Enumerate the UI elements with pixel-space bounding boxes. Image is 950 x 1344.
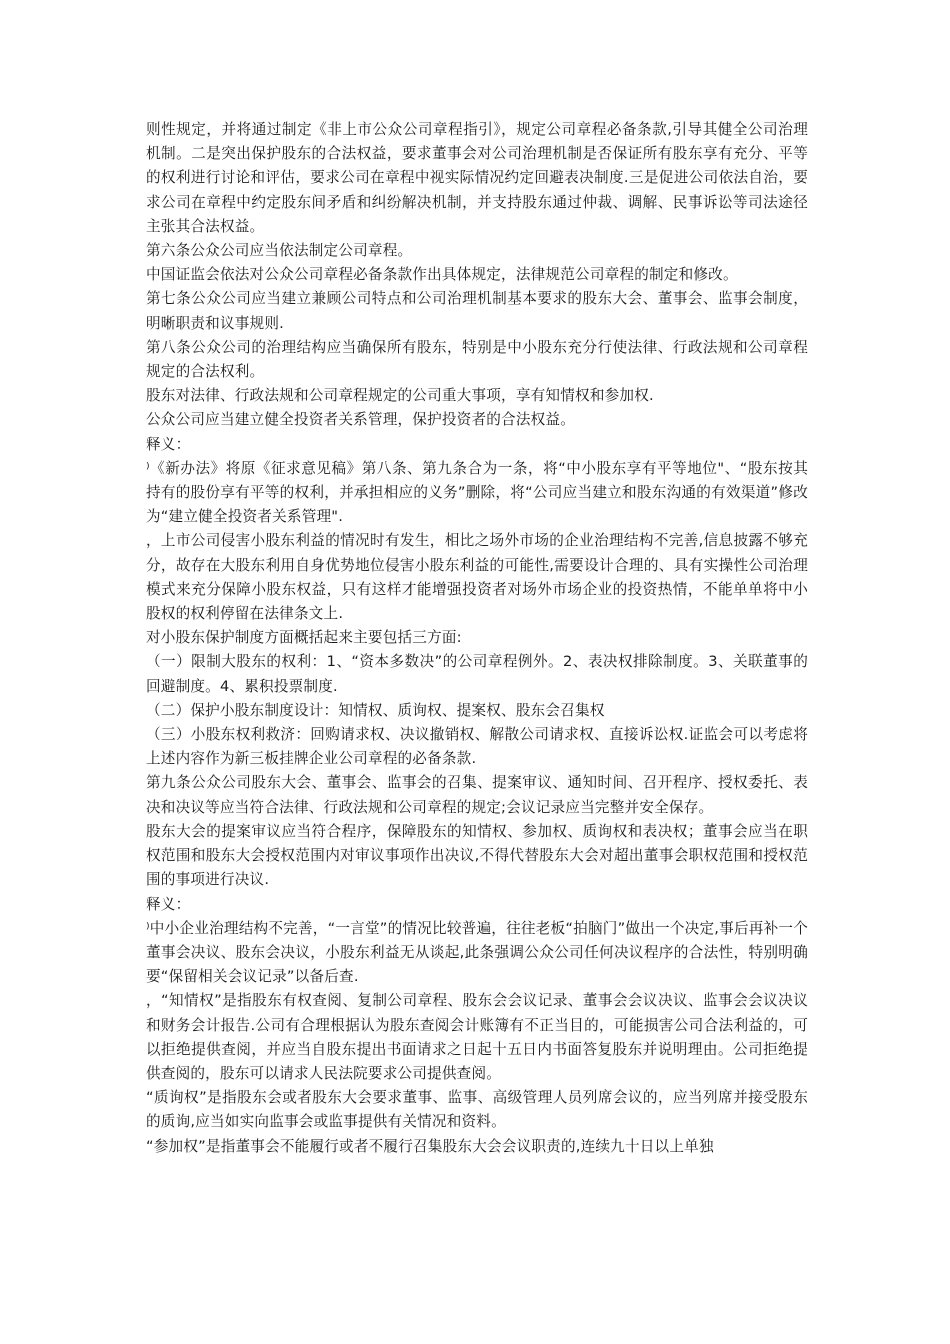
paragraph: 股东对法律、行政法规和公司章程规定的公司重大事项，享有知情权和参加权. (146, 387, 654, 405)
article-heading: 第七条公众公司应当建立兼顾公司特点和公司治理机制基本要求的股东大会、董事会、监事会制度，明晰职责和议事规则. (146, 290, 808, 332)
paragraph: 中国证监会依法对公众公司章程必备条款作出具体规定，法律规范公司章程的制定和修改。 (146, 266, 738, 284)
list-item: （一）限制大股东的权利：1、“资本多数决”的公司章程例外。2、表决权排除制度。3、关联董事的回避制度。4、累积投票制度. (146, 653, 808, 695)
paragraph: 股东大会的提案审议应当符合程序，保障股东的知情权、参加权、质询权和表决权；董事会应当在职权范围和股东大会授权范围内对审议事项作出决议,不得代替股东大会对超出董事会职权范围和授权范围的事项进行决议. (146, 822, 808, 889)
paragraph: “质询权”是指股东会或者股东大会要求董事、监事、高级管理人员列席会议的，应当列席并接受股东的质询,应当如实向监事会或监事提供有关情况和资料。 (146, 1089, 808, 1131)
paragraph: ⁾中小企业治理结构不完善，“一言堂”的情况比较普遍，往往老板“拍脑门”做出一个决定,事后再补一个董事会决议、股东会决议，小股东利益无从谈起,此条强调公众公司任何决议程序的合法性，特别明确要“保留相关会议记录”以备后查. (146, 919, 808, 986)
paragraph: ，“知情权”是指股东有权查阅、复制公司章程、股东会会议记录、董事会会议决议、监事会会议决议和财务会计报告.公司有合理根据认为股东查阅会计账簿有不正当目的，可能损害公司合法利益的，可以拒绝提供查阅，并应当自股东提出书面请求之日起十五日内书面答复股东并说明理由。公司拒绝提供查阅的，股东可以请求人民法院要求公司提供查阅。 (146, 992, 808, 1082)
paragraph: 公众公司应当建立健全投资者关系管理，保护投资者的合法权益。 (146, 411, 576, 429)
paragraph: “参加权”是指董事会不能履行或者不履行召集股东大会会议职责的,连续九十日以上单独 (146, 1137, 714, 1155)
interpretation-label: 释义： (146, 435, 191, 453)
article-heading: 第八条公众公司的治理结构应当确保所有股东，特别是中小股东充分行使法律、行政法规和公司章程规定的合法权利。 (146, 338, 808, 381)
paragraph: 对小股东保护制度方面概括起来主要包括三方面: (146, 629, 462, 647)
paragraph: ，上市公司侵害小股东利益的情况时有发生，相比之场外市场的企业治理结构不完善,信息披露不够充分，故存在大股东利用自身优势地位侵害小股东利益的可能性,需要设计合理的、具有实操性公司治理模式来充分保障小股东权益，只有这样才能增强投资者对场外市场企业的投资热情，不能单单将中小股权的权利停留在法律条文上. (146, 532, 808, 623)
paragraph: ⁾《新办法》将原《征求意见稿》第八条、第九条合为一条，将“中小股东享有平等地位"、“股东按其持有的股份享有平等的权利，并承担相应的义务”删除，将“公司应当建立和股东沟通的有效渠道”修改为“建立健全投资者关系管理". (146, 459, 808, 526)
list-item: （三）小股东权利救济：回购请求权、决议撤销权、解散公司请求权、直接诉讼权.证监会可以考虑将上述内容作为新三板挂牌企业公司章程的必备条款. (146, 726, 808, 768)
paragraph: 则性规定，并将通过制定《非上市公众公司章程指引》，规定公司章程必备条款,引导其健全公司治理机制。二是突出保护股东的合法权益，要求董事会对公司治理机制是否保证所有股东享有充分、平等的权利进行讨论和评估，要求公司在章程中视实际情况约定回避表决制度.三是促进公司依法自治，要求公司在章程中约定股东间矛盾和纠纷解决机制，并支持股东通过仲裁、调解、民事诉讼等司法途径主张其合法权益。 (146, 121, 808, 235)
document-body (146, 118, 808, 1159)
article-heading: 第九条公众公司股东大会、董事会、监事会的召集、提案审议、通知时间、召开程序、授权委托、表决和决议等应当符合法律、行政法规和公司章程的规定;会议记录应当完整并安全保存。 (146, 774, 808, 816)
interpretation-label: 释义： (146, 895, 191, 913)
article-heading: 第六条公众公司应当依法制定公司章程。 (146, 242, 413, 260)
list-item: （二）保护小股东制度设计：知情权、质询权、提案权、股东会召集权 (146, 701, 605, 719)
